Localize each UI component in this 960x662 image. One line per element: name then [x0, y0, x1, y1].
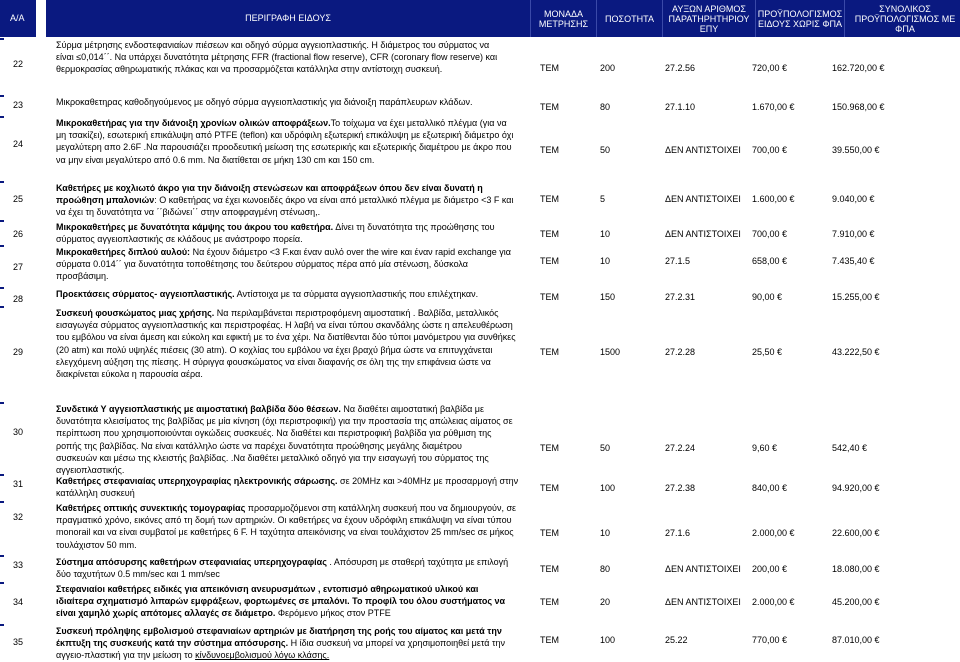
- description-line: [56, 206, 530, 218]
- row-description: [56, 556, 530, 580]
- description-text: ροπής της βαλβίδας. Να είναι κατάλληλο ώστε να παρέχει δυνατότητα προώθησης μεγάλης διαμέτρου: [56, 440, 462, 451]
- description-text: σε 20MHz και >40MHz με προσαρμογή στην: [337, 476, 519, 486]
- description-bold: έκπτυξη της συσκευής κατά την σύστημα απόσυρσης.: [56, 638, 289, 649]
- row-number: 22: [12, 59, 23, 69]
- description-bold: Μικροκαθετήρες με δυνατότητα κάμψης του άκρου του καθετήρα.: [56, 222, 334, 232]
- description-text: Να περιλαμβάνεται περιστροφόμενη αιμοστατική . Βαλβίδα, μεταλλικός: [214, 308, 499, 318]
- quantity-cell: 10: [600, 256, 611, 266]
- description-text: : Ο καθετήρας να έχει κωνοειδές άκρο να είναι από μεταλλικό πλέγμα με διάμετρο <3 F και: [154, 195, 514, 206]
- row-description: [56, 625, 530, 662]
- obs-number-cell: ΔΕΝ ΑΝΤΙΣΤΟΙΧΕΙ: [665, 145, 741, 155]
- row-number: 30: [12, 427, 23, 437]
- description-line: [56, 246, 530, 258]
- obs-number-cell: 27.2.31: [665, 292, 696, 302]
- description-line: [56, 440, 530, 452]
- unit-cell: ΤΕΜ: [540, 292, 559, 302]
- description-text: τουλάχιστον 50 mm.: [56, 539, 137, 550]
- description-text: πραγματικό χρόνο, εικόνες από τη δομή των αρτηριών. Οι καθετήρες να έχουν υδρόφιλη επικάλυψη να είναι τύπου: [56, 515, 512, 526]
- unit-cell: ΤΕΜ: [540, 229, 559, 239]
- unit-price-cell: 25,50 €: [752, 347, 783, 357]
- description-line: [56, 556, 530, 568]
- description-text: μεγαλύτερη απο 2.6F .Να παρουσιάζει προοδευτική μείωση της εσωτερικής και εξωτερικής διαμέτρου με άκρο που: [56, 142, 512, 153]
- total-cell: 162.720,00 €: [832, 63, 885, 73]
- obs-number-cell: 27.2.28: [665, 347, 696, 357]
- description-line: [56, 427, 530, 439]
- description-text: Το τοίχωμα να έχει μεταλλικό πλέγμα (για να: [330, 118, 507, 128]
- description-line: [56, 583, 530, 595]
- unit-price-cell: 840,00 €: [752, 483, 788, 493]
- row-marker: [0, 181, 4, 183]
- row-description: [56, 583, 530, 620]
- obs-number-cell: 27.1.5: [665, 256, 691, 266]
- description-text: Αντίστοιχα με τα σύρματα αγγειοπλαστικής που επιλέχτηκαν.: [234, 289, 479, 299]
- unit-price-cell: 2.000,00 €: [752, 597, 795, 607]
- unit-cell: ΤΕΜ: [540, 102, 559, 112]
- row-marker: [0, 95, 4, 97]
- description-line: [56, 233, 530, 245]
- unit-cell: ΤΕΜ: [540, 564, 559, 574]
- description-line: [56, 117, 530, 129]
- unit-price-cell: 700,00 €: [752, 229, 788, 239]
- unit-cell: ΤΕΜ: [540, 347, 559, 357]
- description-text: σύρματα 0.014΄΄ για δυνατότητα τοποθέτησης του δεύτερου σύρματος πέρα από μία στένωση, δύσκολα: [56, 259, 468, 270]
- description-text: θερμοκρασίας αθηρωματικής πλάκας και να προσαρμόζεται κατάλληλα στην αντίστοιχη συσκευή.: [56, 64, 443, 75]
- quantity-cell: 1500: [600, 347, 621, 357]
- row-description: [56, 403, 530, 476]
- description-text: να έχει τη δυνατότητα να ΄΄βιδώνει΄΄ στην αποφραγμένη στένωση,.: [56, 207, 321, 218]
- description-line: [56, 194, 530, 206]
- description-text: κατάλληλη συσκευή: [56, 488, 135, 499]
- description-text: . Απόσυρση με σταθερή ταχύτητα με επιλογή: [326, 557, 509, 567]
- unit-cell: ΤΕΜ: [540, 145, 559, 155]
- quantity-cell: 20: [600, 597, 611, 607]
- unit-cell: ΤΕΜ: [540, 635, 559, 645]
- row-marker: [0, 555, 4, 557]
- description-line: [56, 154, 530, 166]
- description-line: [56, 637, 530, 649]
- row-description: [56, 117, 530, 166]
- description-line: [56, 649, 530, 661]
- row-marker: [0, 38, 4, 40]
- unit-price-cell: 2.000,00 €: [752, 528, 795, 538]
- description-text: ελεγχόμενη αύξηση της πίεσης. Η σύριγγα φουσκώματος να είναι διαφανής σε όλη της την επιφάνεια ώστε να: [56, 356, 491, 367]
- total-cell: 94.920,00 €: [832, 483, 880, 493]
- header-description: ΠΕΡΙΓΡΑΦΗ ΕΙΔΟΥΣ: [46, 0, 530, 37]
- unit-cell: ΤΕΜ: [540, 597, 559, 607]
- description-text: Δίνει τη δυνατότητα της προώθησης του: [333, 222, 495, 232]
- total-cell: 15.255,00 €: [832, 292, 880, 302]
- quantity-cell: 150: [600, 292, 616, 302]
- description-bold: ιδιαίτερα σχηματισμό λιπαρών εμφράξεων, φορτωμένες σε μπαλόνι. Το προφίλ του όλου συστήματος να: [56, 596, 506, 607]
- row-marker: [0, 402, 4, 404]
- row-number: 27: [12, 262, 23, 272]
- row-description: [56, 502, 530, 551]
- total-cell: 150.968,00 €: [832, 102, 885, 112]
- description-line: [56, 526, 530, 538]
- description-line: [56, 270, 530, 282]
- unit-price-cell: 770,00 €: [752, 635, 788, 645]
- quantity-cell: 80: [600, 564, 611, 574]
- row-marker: [0, 220, 4, 222]
- total-cell: 39.550,00 €: [832, 145, 880, 155]
- description-text: περίπτωση που χρησιμοποιούνται ογκώδεις συσκευές. Να διαθέτει και περιστροφική βαλβίδα για ρύθμιση της: [56, 428, 492, 439]
- description-bold: Προεκτάσεις σύρματος- αγγειοπλαστικής.: [56, 289, 235, 299]
- obs-number-cell: 27.2.56: [665, 63, 696, 73]
- description-text: μη τσακίζει), εσωτερική επικάλυψη από PTFE (teflon) και υδρόφιλη εξωτερική επικάλυψη με εξωτερική διάμετρο όχι: [56, 130, 514, 141]
- description-text: προσαρμοζόμενοι στη κατάλληλη συσκευή που να δημιουργούν, σε: [245, 503, 517, 513]
- row-marker: [0, 245, 4, 247]
- description-text: Σύρμα μέτρησης ενδοστεφανιαίων πιέσεων και οδηγό σύρμα αγγειοπλαστικής. Η διάμετρος του σύρματος να: [56, 40, 490, 50]
- header-unit: ΜΟΝΑΔΑ ΜΕΤΡΗΣΗΣ: [530, 0, 596, 37]
- row-number: 26: [12, 229, 23, 239]
- description-text: συσκευών και μέσω της κλειστής βαλβίδας. .Να διαθέτει μεταλλικό οδηγό για την εισαγωγή του σύρματος της: [56, 452, 489, 463]
- row-number: 29: [12, 347, 23, 357]
- total-cell: 542,40 €: [832, 443, 868, 453]
- header-total-budget: ΣΥΝΟΛΙΚΟΣ ΠΡΟΫΠΟΛΟΓΙΣΜΟΣ ΜΕ ΦΠΑ: [844, 0, 960, 37]
- row-number: 32: [12, 512, 23, 522]
- unit-price-cell: 1.600,00 €: [752, 194, 795, 204]
- description-bold: Καθετήρες οπτικής συνεκτικής τομογραφίας: [56, 503, 246, 513]
- description-bold: προώθηση μπαλονιών: [56, 195, 155, 206]
- description-bold: Μικροκαθετήρας για την διάνοιξη χρονίων ολικών αποφράξεων.: [56, 118, 331, 128]
- description-line: [56, 595, 530, 607]
- row-marker: [0, 624, 4, 626]
- row-description: [56, 39, 530, 76]
- description-line: [56, 307, 530, 319]
- unit-price-cell: 720,00 €: [752, 63, 788, 73]
- description-line: [56, 356, 530, 368]
- description-bold: Καθετήρες στεφανιαίας υπερηχογραφίας ηλεκτρονικής σάρωσης.: [56, 476, 338, 486]
- description-line: [56, 539, 530, 551]
- description-text: είναι ≤0,014΄΄. Να υπάρχει δυνατότητα μέτρησης FFR (fractional flow reserve), CFR (coronary flow reserve) και: [56, 52, 498, 63]
- description-text: δυνατότητα κλεισίματος της βαλβίδας με μία κίνηση (όχι περιστροφική) για την προστασία της απώλειας αίματος σε: [56, 416, 513, 427]
- unit-price-cell: 200,00 €: [752, 564, 788, 574]
- quantity-cell: 5: [600, 194, 606, 204]
- obs-number-cell: ΔΕΝ ΑΝΤΙΣΤΟΙΧΕΙ: [665, 194, 741, 204]
- quantity-cell: 50: [600, 443, 611, 453]
- obs-number-cell: ΔΕΝ ΑΝΤΙΣΤΟΙΧΕΙ: [665, 564, 741, 574]
- obs-number-cell: ΔΕΝ ΑΝΤΙΣΤΟΙΧΕΙ: [665, 229, 741, 239]
- total-cell: 43.222,50 €: [832, 347, 880, 357]
- unit-cell: ΤΕΜ: [540, 528, 559, 538]
- header-quantity: ΠΟΣΟΤΗΤΑ: [596, 0, 662, 37]
- description-text: Να διαθέτει αιμοστατική βαλβίδα με: [340, 404, 484, 414]
- description-bold: Στεφανιαίοι καθετήρες ειδικές για απεικόνιση ανευρυσμάτων , εντοπισμό αθηρωματικού υλικού και: [56, 584, 479, 594]
- quantity-cell: 10: [600, 528, 611, 538]
- row-marker: [0, 116, 4, 118]
- quantity-cell: 10: [600, 229, 611, 239]
- description-text: Να έχουν διάμετρο <3 F.και έναν αυλό over the wire και έναν rapid exchange για: [190, 247, 511, 257]
- unit-cell: ΤΕΜ: [540, 63, 559, 73]
- description-line: [56, 63, 530, 75]
- header-aa: Α/Α: [0, 0, 36, 37]
- description-line: [56, 452, 530, 464]
- total-cell: 9.040,00 €: [832, 194, 875, 204]
- row-number: 33: [12, 560, 23, 570]
- row-marker: [0, 287, 4, 289]
- description-text: Η ίδια συσκευή να μπορεί να χρησιμοποιηθεί μετά την: [288, 638, 506, 649]
- description-link[interactable]: κίνδυνοεμβολισμού λόγω κλάσης.: [195, 650, 330, 661]
- description-text: αγγειοπλαστικής.: [56, 465, 125, 476]
- row-description: [56, 182, 530, 219]
- obs-number-cell: 27.2.38: [665, 483, 696, 493]
- obs-number-cell: 27.1.10: [665, 102, 696, 112]
- row-description: [56, 221, 530, 245]
- description-line: [56, 258, 530, 270]
- description-text: του εμβόλου να είναι άμεση και εύκολη και εφικτή με το ένα χέρι. Να διατίθενται δύο τύποι μανόμετρου για συνθήκες: [56, 332, 516, 343]
- description-bold: είναι χαμηλό χωρίς απότομες αλλαγές σε διάμετρο.: [56, 608, 276, 619]
- header-unit-budget: ΠΡΟΫΠΟΛΟΓΙΣΜΟΣ ΕΙΔΟΥΣ ΧΩΡΙΣ ΦΠΑ: [755, 0, 844, 37]
- total-cell: 18.080,00 €: [832, 564, 880, 574]
- row-description: [56, 288, 530, 300]
- description-text: Φερόμενο μήκος στον PTFE: [275, 608, 391, 619]
- row-number: 35: [12, 637, 23, 647]
- row-number: 28: [12, 294, 23, 304]
- description-line: [56, 415, 530, 427]
- description-line: [56, 331, 530, 343]
- unit-cell: ΤΕΜ: [540, 443, 559, 453]
- description-text: αγγειο-πλαστική για την μείωση το: [56, 650, 196, 661]
- description-text: (20 atm) και πολύ υψηλές πιέσεις (30 atm). Ο κοχλίας του εμβόλου να έχει βραχύ βήμα ώστε να επιτυγχάνεται: [56, 344, 493, 355]
- unit-price-cell: 1.670,00 €: [752, 102, 795, 112]
- row-description: [56, 246, 530, 283]
- quantity-cell: 50: [600, 145, 611, 155]
- obs-number-cell: ΔΕΝ ΑΝΤΙΣΤΟΙΧΕΙ: [665, 597, 741, 607]
- header-right: [530, 0, 960, 37]
- description-line: [56, 39, 530, 51]
- total-cell: 87.010,00 €: [832, 635, 880, 645]
- obs-number-cell: 25.22: [665, 635, 688, 645]
- description-text: διακρίνεται εύκολα η παρουσία αέρα.: [56, 369, 203, 380]
- description-line: [56, 51, 530, 63]
- description-line: [56, 221, 530, 233]
- description-bold: Συνδετικά Υ αγγειοπλαστικής με αιμοστατική βαλβίδα δύο θέσεων.: [56, 404, 341, 414]
- description-bold: Σύστημα απόσυρσης καθετήρων στεφανιαίας υπερηχογραφίας: [56, 557, 327, 567]
- row-number: 34: [12, 597, 23, 607]
- description-line: [56, 129, 530, 141]
- description-line: [56, 182, 530, 194]
- quantity-cell: 100: [600, 483, 616, 493]
- quantity-cell: 80: [600, 102, 611, 112]
- description-line: [56, 625, 530, 637]
- description-line: [56, 475, 530, 487]
- quantity-cell: 100: [600, 635, 616, 645]
- total-cell: 7.910,00 €: [832, 229, 875, 239]
- description-bold: Συσκευή πρόληψης εμβολισμού στεφανιαίων αρτηριών με διατήρηση της ροής του αίματος και μετά την: [56, 626, 502, 636]
- description-text: προσβάσιμη.: [56, 271, 109, 282]
- unit-price-cell: 9,60 €: [752, 443, 778, 453]
- description-line: [56, 568, 530, 580]
- description-bold: Μικροκαθετήρες διπλού αυλού:: [56, 247, 191, 257]
- row-marker: [0, 474, 4, 476]
- row-description: [56, 475, 530, 499]
- row-description: [56, 96, 530, 108]
- description-line: [56, 344, 530, 356]
- row-number: 23: [12, 100, 23, 110]
- description-text: Μικροκαθετηρας καθοδηγούμενος με οδηγό σύρμα αγγειοπλαστικής για διάνοιξη παράπλευρων κλάδων.: [56, 97, 473, 107]
- description-text: εισαγωγέα σύρματος αγγειοπλαστικής και περιστροφέας. Η λαβή να είναι τύπου σκανδάλης ώστε η απελευθέρωση: [56, 320, 513, 331]
- row-marker: [0, 306, 4, 308]
- unit-cell: ΤΕΜ: [540, 256, 559, 266]
- obs-number-cell: 27.2.24: [665, 443, 696, 453]
- total-cell: 22.600,00 €: [832, 528, 880, 538]
- row-number: 31: [12, 479, 23, 489]
- row-description: [56, 307, 530, 380]
- description-bold: Καθετήρες με κοχλιωτό άκρο για την διάνοιξη στενώσεων και αποφράξεων όπου δεν είναι δυνατή η: [56, 183, 483, 193]
- row-marker: [0, 582, 4, 584]
- description-line: [56, 502, 530, 514]
- row-marker: [0, 501, 4, 503]
- unit-cell: ΤΕΜ: [540, 483, 559, 493]
- quantity-cell: 200: [600, 63, 616, 73]
- description-line: [56, 607, 530, 619]
- description-line: [56, 368, 530, 380]
- description-line: [56, 514, 530, 526]
- description-text: σύρματος αγγειοπλαστικής σε κλάδους με ανάστροφο πορεία.: [56, 234, 303, 245]
- obs-number-cell: 27.1.6: [665, 528, 691, 538]
- description-line: [56, 487, 530, 499]
- total-cell: 45.200,00 €: [832, 597, 880, 607]
- header-obs-number: ΑΥΞΩΝ ΑΡΙΘΜΟΣ ΠΑΡΑΤΗΡΗΤΗΡΙΟΥ ΕΠΥ: [662, 0, 755, 37]
- unit-price-cell: 90,00 €: [752, 292, 783, 302]
- description-text: δύο ταχυτήτων 0.5 mm/sec και 1 mm/sec: [56, 569, 220, 580]
- description-text: να μην είναι μεγαλύτερο από 0.6 mm. Να διατίθεται σε μήκη 130 cm και 150 cm.: [56, 154, 375, 165]
- row-number: 24: [12, 139, 23, 149]
- description-line: [56, 96, 530, 108]
- description-line: [56, 319, 530, 331]
- description-line: [56, 403, 530, 415]
- description-bold: Συσκευή φουσκώματος μιας χρήσης.: [56, 308, 215, 318]
- description-text: monorail και να είναι συμβατοί με καθετήρες 6 F. Η ταχύτητα απεικόνισης να είναι τουλάχιστον 25 mm/sec σε μήκος: [56, 527, 514, 538]
- description-line: [56, 288, 530, 300]
- row-number: 25: [12, 194, 23, 204]
- unit-price-cell: 658,00 €: [752, 256, 788, 266]
- description-line: [56, 141, 530, 153]
- total-cell: 7.435,40 €: [832, 256, 875, 266]
- unit-price-cell: 700,00 €: [752, 145, 788, 155]
- unit-cell: ΤΕΜ: [540, 194, 559, 204]
